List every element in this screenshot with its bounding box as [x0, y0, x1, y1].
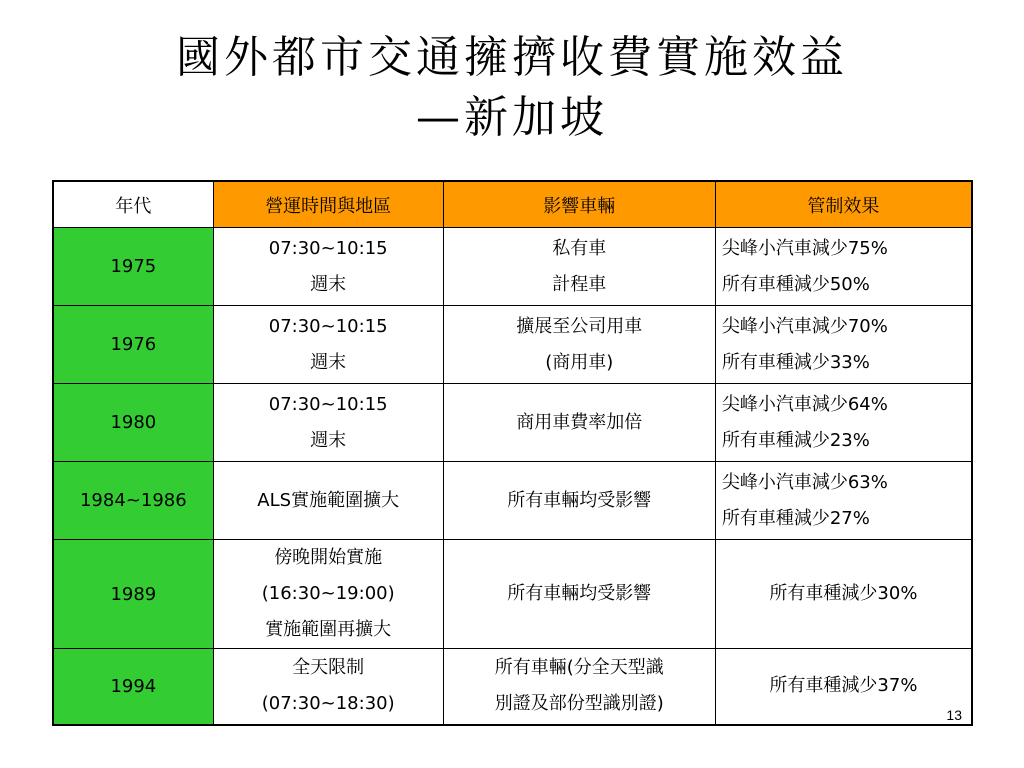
- vehicles-line: (商用車): [545, 351, 614, 373]
- slide-title: [0, 28, 1024, 148]
- table-row: [53, 384, 972, 462]
- time-cell: [213, 306, 443, 384]
- vehicles-cell: [443, 649, 715, 725]
- time-line: 07:30~10:15: [268, 237, 388, 259]
- vehicles-line: 擴展至公司用車: [516, 315, 643, 337]
- effect-line: 尖峰小汽車減少63%: [721, 471, 888, 493]
- title-line-1: 國外都市交通擁擠收費實施效益: [176, 32, 848, 83]
- vehicles-line: 私有車: [552, 237, 607, 259]
- effect-line: 所有車種減少23%: [721, 429, 870, 451]
- effect-cell: [715, 540, 972, 649]
- time-line: 傍晚開始實施: [274, 547, 383, 568]
- vehicles-cell: [443, 306, 715, 384]
- time-line: (07:30~18:30): [261, 693, 395, 715]
- year-cell: 1975: [53, 228, 213, 306]
- vehicles-line: 計程車: [552, 273, 607, 295]
- effect-line: 所有車種減少27%: [721, 507, 870, 529]
- vehicles-cell: [443, 228, 715, 306]
- time-line: 週末: [310, 429, 347, 451]
- time-cell: [213, 384, 443, 462]
- table-row: [53, 462, 972, 540]
- year-cell: 1984~1986: [53, 462, 213, 540]
- time-line: 週末: [310, 351, 347, 373]
- time-cell: [213, 228, 443, 306]
- time-cell: [213, 649, 443, 725]
- effect-cell: [715, 462, 972, 540]
- effect-line: 尖峰小汽車減少75%: [721, 237, 888, 259]
- table-row: [53, 228, 972, 306]
- effect-line: 尖峰小汽車減少70%: [721, 315, 888, 337]
- time-line: (16:30~19:00): [261, 583, 395, 604]
- table-row: [53, 306, 972, 384]
- effect-line: 所有車種減少33%: [721, 351, 870, 373]
- time-cell: [213, 462, 443, 540]
- effect-line: 所有車種減少50%: [721, 273, 870, 295]
- time-line: ALS實施範圍擴大: [257, 489, 400, 511]
- effect-line: 所有車種減少37%: [769, 675, 918, 697]
- year-cell: 1994: [53, 649, 213, 725]
- vehicles-line: 所有車輛均受影響: [507, 583, 652, 604]
- vehicles-line: 所有車輛(分全天型識: [494, 657, 664, 679]
- effect-line: 尖峰小汽車減少64%: [721, 393, 888, 415]
- year-cell: 1989: [53, 540, 213, 649]
- vehicles-line: 別證及部份型識別證): [494, 693, 664, 715]
- effect-cell: [715, 649, 972, 725]
- time-line: 07:30~10:15: [268, 393, 388, 415]
- header-time-area: 營運時間與地區: [213, 181, 443, 228]
- effect-cell: [715, 228, 972, 306]
- vehicles-line: 所有車輛均受影響: [507, 489, 652, 511]
- effect-cell: [715, 306, 972, 384]
- time-line: 週末: [310, 273, 347, 295]
- header-year: 年代: [53, 181, 213, 228]
- vehicles-cell: [443, 384, 715, 462]
- vehicles-cell: [443, 462, 715, 540]
- year-cell: 1976: [53, 306, 213, 384]
- table-row: [53, 649, 972, 725]
- table-row: [53, 540, 972, 649]
- time-line: 全天限制: [292, 657, 365, 679]
- vehicles-cell: [443, 540, 715, 649]
- header-vehicles: 影響車輛: [443, 181, 715, 228]
- vehicles-line: 商用車費率加倍: [516, 411, 643, 433]
- singapore-congestion-table: [52, 180, 973, 726]
- year-cell: 1980: [53, 384, 213, 462]
- header-effect: 管制效果: [715, 181, 972, 228]
- title-line-2: —新加坡: [416, 92, 608, 143]
- page-number: 13: [946, 707, 962, 723]
- table-header-row: [53, 181, 972, 228]
- time-cell: [213, 540, 443, 649]
- time-line: 07:30~10:15: [268, 315, 388, 337]
- time-line: 實施範圍再擴大: [265, 619, 392, 640]
- effect-line: 所有車種減少30%: [769, 583, 918, 604]
- effect-cell: [715, 384, 972, 462]
